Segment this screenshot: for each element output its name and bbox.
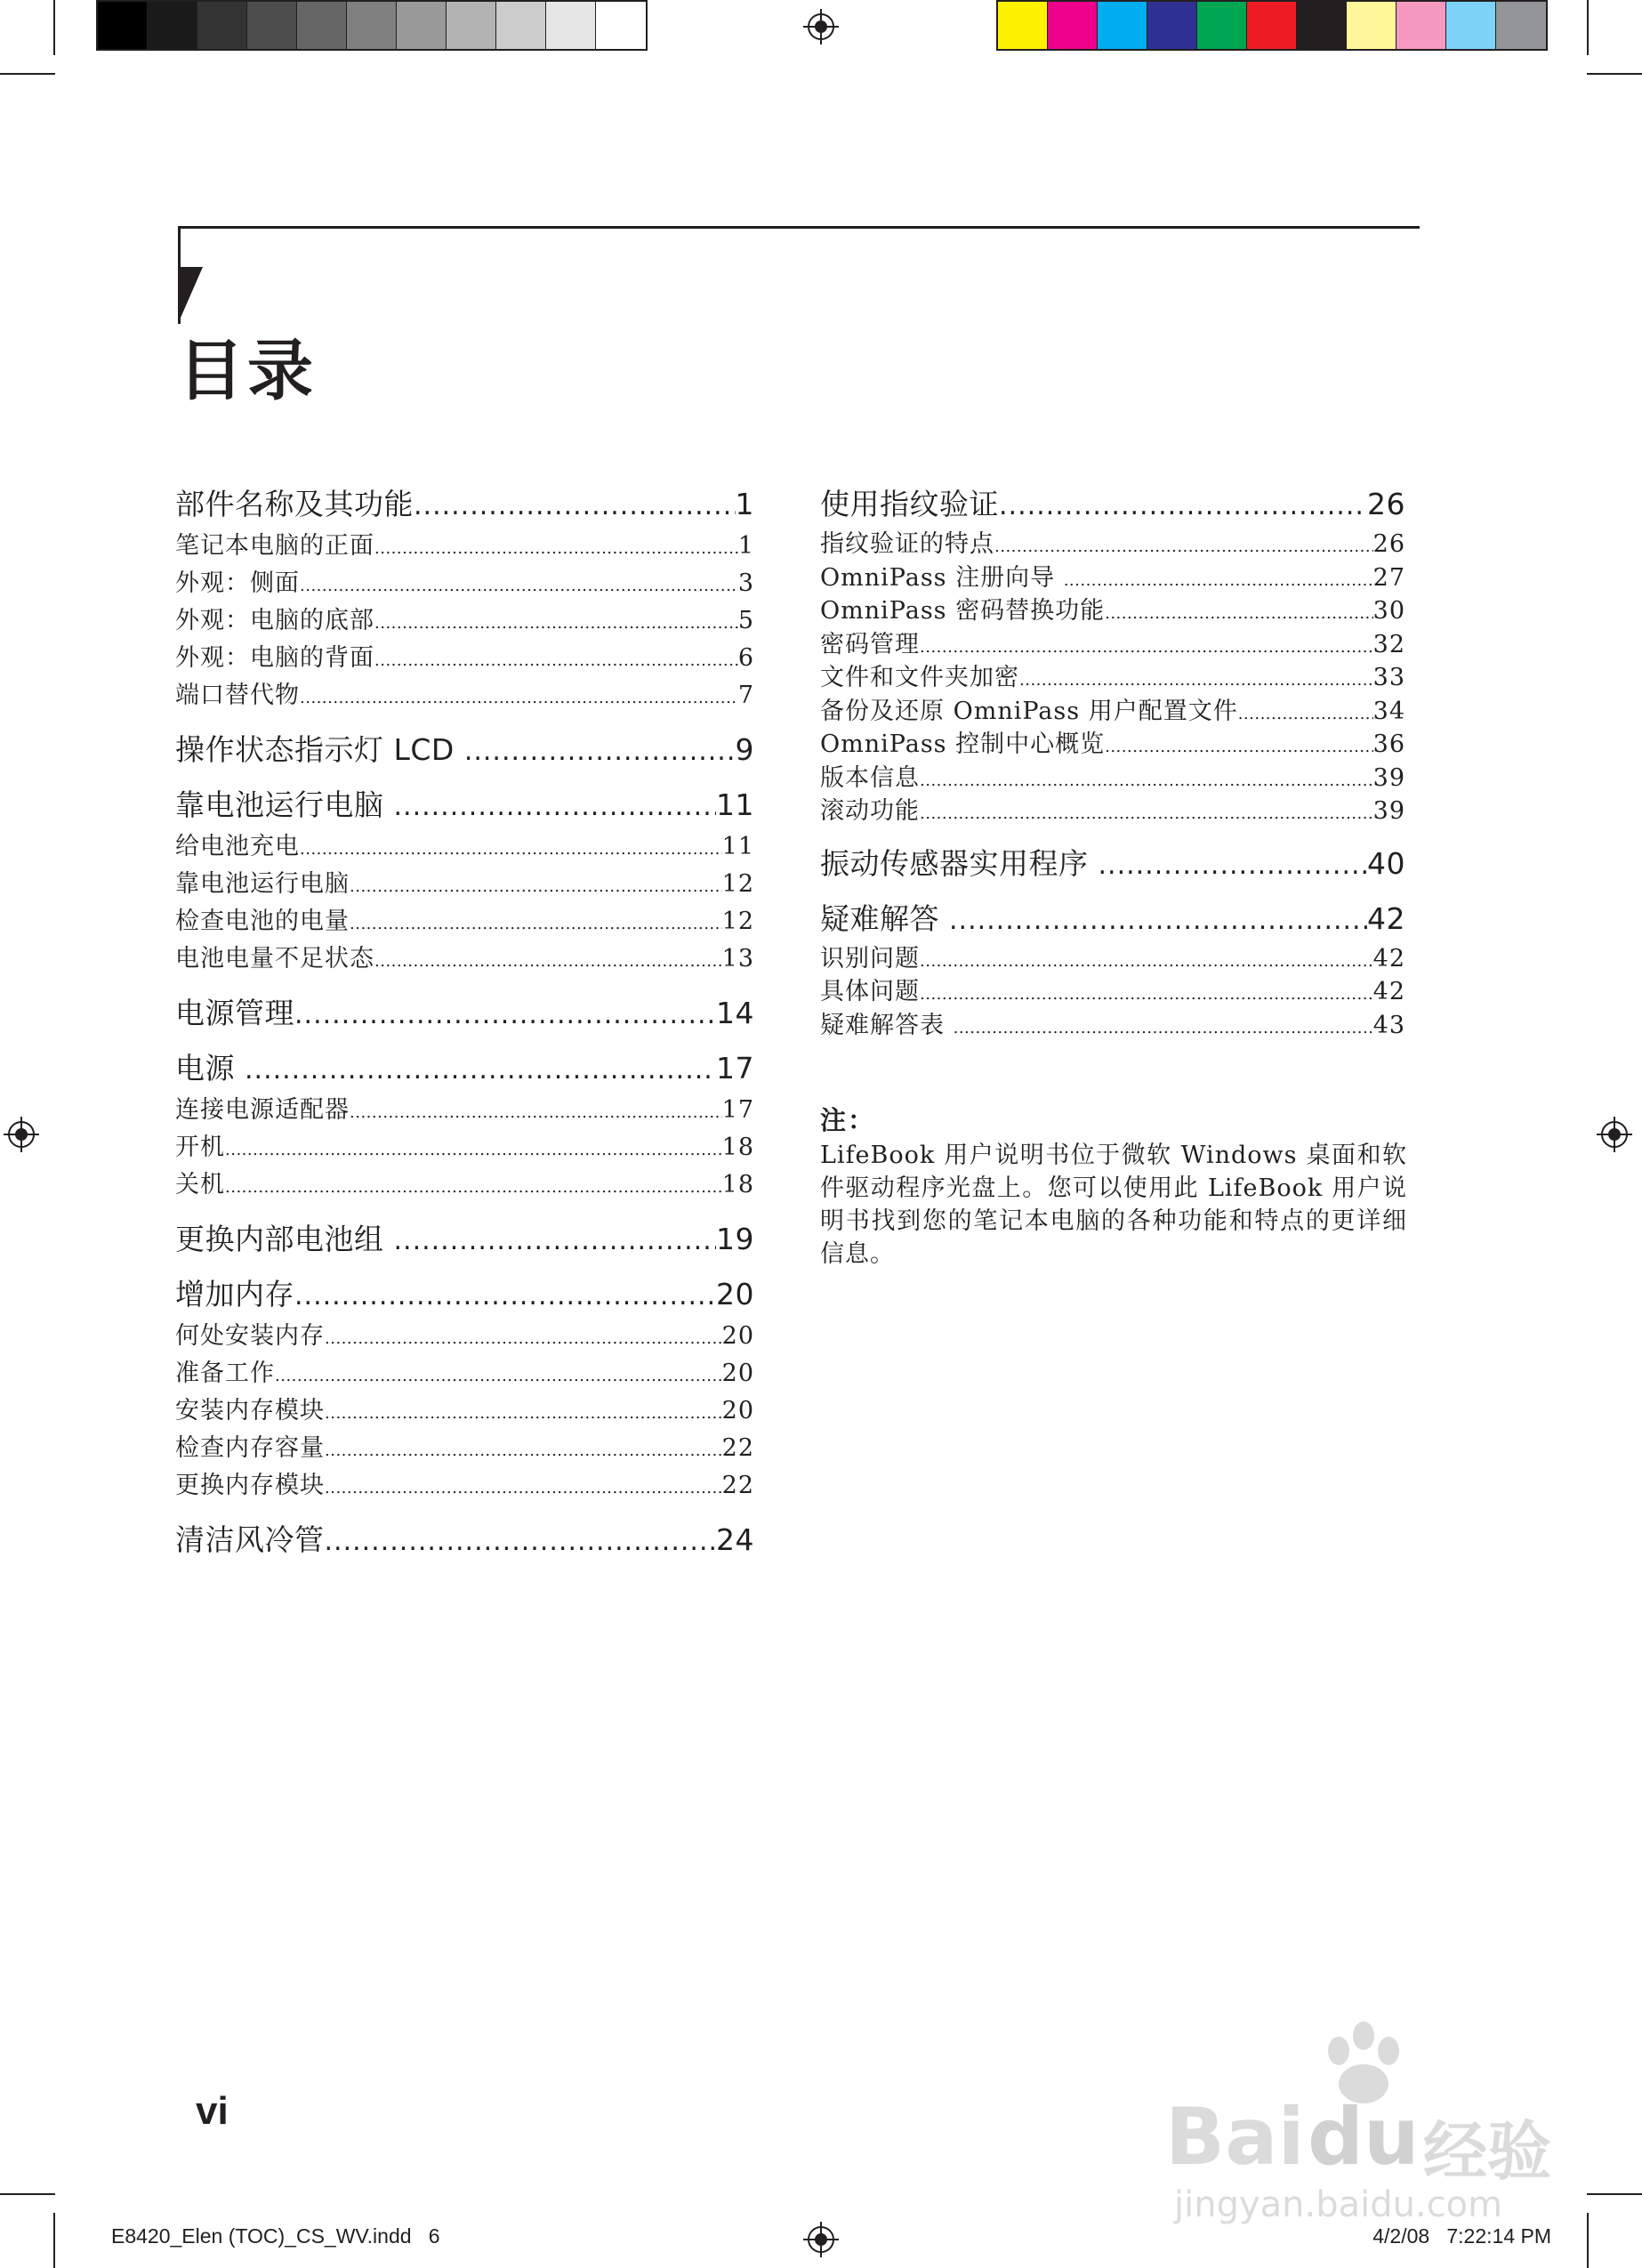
toc-section-entry[interactable] (175, 1220, 754, 1259)
toc-entry-label: 增加内存 (175, 1277, 294, 1312)
toc-leader-dots (300, 568, 738, 605)
calibration-swatch (496, 2, 546, 49)
toc-leader-dots (1064, 564, 1373, 598)
toc-section-entry[interactable] (820, 900, 1405, 939)
toc-entry-label: 滚动功能 (820, 797, 920, 825)
calibration-swatch (1446, 2, 1496, 49)
watermark-brand-cn: 经验 (1423, 2114, 1552, 2189)
calibration-swatch (1496, 2, 1546, 49)
toc-page-number: 22 (721, 1434, 754, 1462)
toc-leader-dots (325, 1433, 722, 1470)
toc-subentry[interactable] (175, 1467, 754, 1505)
toc-page-number: 11 (716, 787, 754, 822)
toc-page-number: 30 (1372, 597, 1405, 625)
toc-leader-dots (294, 1277, 716, 1316)
calibration-swatch (197, 2, 247, 49)
toc-subentry[interactable] (820, 1009, 1405, 1043)
toc-entry-label: 何处安装内存 (175, 1322, 325, 1350)
calibration-swatch (148, 2, 197, 49)
toc-section-entry[interactable] (175, 1049, 754, 1088)
toc-entry-label: 具体问题 (820, 978, 920, 1005)
page-number: vi (196, 2089, 229, 2133)
page-title: 目录 (178, 333, 317, 409)
watermark-brand: Bai (1165, 2091, 1305, 2183)
footer-file-slug: E8420_Elen (TOC)_CS_WV.indd 6 (111, 2224, 440, 2248)
toc-page-number: 20 (721, 1322, 754, 1350)
toc-leader-dots (350, 1094, 722, 1132)
registration-mark-icon (4, 1117, 39, 1152)
toc-leader-dots (294, 996, 716, 1035)
header-flag-icon (178, 267, 203, 324)
calibration-swatch (1147, 2, 1197, 49)
toc-page-number: 13 (721, 945, 754, 973)
toc-entry-label: 疑难解答表 (820, 1011, 954, 1039)
toc-page-number: 12 (721, 908, 754, 935)
toc-leader-dots (1105, 597, 1373, 631)
toc-section-entry[interactable] (175, 485, 754, 524)
toc-subentry[interactable] (820, 942, 1405, 976)
toc-entry-label: 关机 (175, 1171, 225, 1199)
toc-section-entry[interactable] (175, 786, 754, 825)
toc-entry-label: OmniPass 密码替换功能 (820, 597, 1106, 625)
toc-section-entry[interactable] (820, 485, 1405, 524)
toc-entry-label: 检查内存容量 (175, 1434, 325, 1462)
toc-leader-dots (325, 1522, 717, 1562)
toc-subentry[interactable] (820, 528, 1405, 561)
toc-entry-label: 识别问题 (820, 944, 920, 973)
toc-leader-dots (394, 787, 717, 827)
toc-subentry[interactable] (175, 677, 754, 714)
watermark-brand-du: du (1308, 2091, 1420, 2183)
toc-leader-dots (225, 1169, 722, 1207)
toc-page-number: 22 (721, 1472, 754, 1499)
toc-entry-label: 给电池充电 (175, 833, 300, 860)
toc-section-entry[interactable] (175, 730, 754, 770)
toc-leader-dots (464, 732, 736, 771)
toc-subentry[interactable] (820, 628, 1405, 662)
calibration-swatch (397, 2, 447, 49)
toc-leader-dots (920, 797, 1373, 831)
toc-page-number: 26 (1367, 487, 1405, 521)
header-rule (178, 226, 1420, 229)
calibration-swatch (1197, 2, 1247, 49)
calibration-swatch (1397, 2, 1446, 49)
registration-mark-icon (803, 9, 839, 44)
toc-subentry[interactable] (175, 828, 754, 866)
toc-leader-dots (325, 1395, 722, 1433)
toc-page-number: 7 (737, 682, 754, 709)
toc-page-number: 42 (1372, 978, 1405, 1005)
toc-subentry[interactable] (175, 1166, 754, 1204)
registration-mark-icon (1597, 1117, 1632, 1152)
toc-entry-label: 电池电量不足状态 (175, 945, 374, 973)
toc-leader-dots (1238, 698, 1373, 731)
toc-page-number: 27 (1372, 563, 1405, 592)
calibration-swatch (546, 2, 596, 49)
toc-entry-label: 外观：电脑的背面 (175, 644, 374, 672)
toc-subentry[interactable] (175, 1392, 754, 1430)
crop-mark (1587, 0, 1589, 55)
toc-entry-label: OmniPass 控制中心概览 (820, 730, 1106, 758)
toc-entry-label: 文件和文件夹加密 (820, 664, 1019, 691)
crop-mark (53, 0, 55, 55)
calibration-swatch (1048, 2, 1098, 49)
toc-leader-dots (325, 1320, 722, 1358)
calibration-swatch (347, 2, 397, 49)
toc-entry-label: 准备工作 (175, 1360, 275, 1387)
toc-leader-dots (374, 605, 738, 642)
toc-subentry[interactable] (175, 1355, 754, 1392)
toc-leader-dots (949, 901, 1367, 940)
note-text: LifeBook 用户说明书位于微软 Windows 桌面和软件驱动程序光盘上。您可以使用此 LifeBook 用户说明书找到您的笔记本电脑的各种功能和特点的更详细信息。 (820, 1142, 1407, 1268)
toc-entry-label: 密码管理 (820, 630, 920, 658)
toc-entry-label: 使用指纹验证 (820, 487, 999, 521)
crop-mark (0, 73, 55, 75)
toc-page-number: 34 (1372, 697, 1405, 725)
crop-mark (1587, 2213, 1589, 2268)
calibration-swatch (447, 2, 496, 49)
toc-page-number: 42 (1367, 900, 1405, 936)
footer-timestamp: 4/2/08 7:22:14 PM (1372, 2224, 1551, 2248)
toc-page-number: 9 (735, 732, 754, 767)
registration-mark-icon (803, 2222, 839, 2257)
toc-entry-label: 版本信息 (820, 763, 920, 792)
toc-leader-dots (1105, 730, 1373, 764)
toc-leader-dots (350, 906, 722, 943)
toc-subentry[interactable] (175, 528, 754, 565)
toc-leader-dots (275, 1358, 722, 1395)
toc-page-number: 14 (716, 996, 754, 1030)
toc-leader-dots (920, 631, 1373, 665)
toc-leader-dots (920, 978, 1373, 1012)
watermark-url: jingyan.baidu.com (1174, 2184, 1503, 2225)
toc-subentry[interactable] (175, 866, 754, 903)
toc-entry-label: 开机 (175, 1134, 225, 1161)
toc-leader-dots (920, 945, 1373, 979)
toc-page-number: 43 (1372, 1011, 1405, 1039)
calibration-swatch (1297, 2, 1347, 49)
toc-entry-label: 更换内存模块 (175, 1472, 325, 1499)
toc-entry-label: 操作状态指示灯 LCD (175, 732, 464, 767)
toc-entry-label: 外观：电脑的底部 (175, 607, 374, 634)
toc-section-entry[interactable] (175, 1275, 754, 1314)
toc-leader-dots (350, 868, 722, 906)
toc-page-number: 11 (721, 833, 754, 860)
toc-entry-label: 电源管理 (175, 996, 294, 1030)
toc-section-entry[interactable] (175, 994, 754, 1033)
toc-leader-dots (414, 487, 736, 526)
toc-subentry[interactable] (175, 565, 754, 602)
toc-entry-label: 振动传感器实用程序 (820, 845, 1099, 881)
toc-section-entry[interactable] (175, 1521, 754, 1560)
calibration-swatch (98, 2, 148, 49)
toc-entry-label: 靠电池运行电脑 (175, 787, 394, 822)
toc-page-number: 20 (721, 1360, 754, 1387)
toc-page-number: 18 (721, 1171, 754, 1199)
crop-mark (1587, 73, 1642, 75)
toc-subentry[interactable] (820, 661, 1405, 695)
toc-page-number: 39 (1372, 763, 1405, 792)
crop-mark (0, 2193, 55, 2195)
calibration-swatch (247, 2, 297, 49)
toc-page-number: 6 (737, 644, 754, 672)
toc-page-number: 12 (721, 870, 754, 898)
toc-subentry[interactable] (820, 728, 1405, 762)
calibration-swatch (1247, 2, 1297, 49)
toc-entry-label: 安装内存模块 (175, 1397, 325, 1425)
toc-leader-dots (374, 943, 722, 981)
toc-section-entry[interactable] (820, 844, 1405, 884)
toc-entry-label: 检查电池的电量 (175, 908, 350, 935)
toc-page-number: 20 (721, 1397, 754, 1425)
toc-leader-dots (300, 831, 722, 868)
crop-mark (1587, 2193, 1642, 2195)
toc-entry-label: 部件名称及其功能 (175, 487, 414, 521)
toc-page-number: 40 (1367, 845, 1405, 881)
toc-page-number: 33 (1372, 664, 1405, 691)
toc-subentry[interactable] (175, 1129, 754, 1166)
calibration-swatch (1347, 2, 1397, 49)
toc-subentry[interactable] (820, 695, 1405, 729)
color-calibration-bar (996, 0, 1548, 51)
toc-subentry[interactable] (175, 903, 754, 940)
toc-page-number: 20 (716, 1277, 754, 1312)
toc-page-number: 17 (721, 1096, 754, 1124)
toc-entry-label: 笔记本电脑的正面 (175, 532, 374, 560)
note-title: 注： (820, 1105, 876, 1135)
toc-entry-label: 备份及还原 OmniPass 用户配置文件 (820, 697, 1238, 725)
toc-subentry[interactable] (175, 1430, 754, 1467)
calibration-swatch (297, 2, 347, 49)
toc-page-number: 1 (737, 532, 754, 560)
toc-subentry[interactable] (175, 1092, 754, 1129)
toc-leader-dots (374, 642, 738, 680)
toc-leader-dots (225, 1132, 722, 1169)
toc-page-number: 24 (716, 1522, 754, 1557)
toc-subentry[interactable] (175, 640, 754, 677)
toc-page-number: 19 (716, 1222, 754, 1256)
toc-page-number: 1 (735, 487, 754, 521)
toc-leader-dots (394, 1222, 717, 1261)
calibration-swatch (1098, 2, 1147, 49)
gray-calibration-bar (96, 0, 648, 51)
toc-entry-label: 外观：侧面 (175, 569, 300, 597)
toc-leader-dots (994, 530, 1373, 564)
toc-page-number: 42 (1372, 944, 1405, 973)
toc-subentry[interactable] (175, 602, 754, 640)
toc-entry-label: 靠电池运行电脑 (175, 870, 350, 898)
toc-leader-dots (325, 1470, 722, 1507)
toc-leader-dots (245, 1051, 716, 1090)
baidu-watermark (1156, 2020, 1574, 2224)
toc-entry-label: 更换内部电池组 (175, 1222, 394, 1256)
toc-page-number: 26 (1372, 530, 1405, 558)
toc-page-number: 3 (737, 569, 754, 597)
toc-subentry[interactable] (175, 940, 754, 978)
toc-entry-label: 连接电源适配器 (175, 1096, 350, 1124)
toc-subentry[interactable] (820, 975, 1405, 1009)
calibration-swatch (998, 2, 1048, 49)
toc-leader-dots (374, 530, 738, 568)
toc-entry-label: OmniPass 注册向导 (820, 563, 1064, 592)
toc-leader-dots (1099, 846, 1368, 885)
toc-left-column (175, 485, 754, 1560)
toc-page-number: 32 (1372, 630, 1405, 658)
toc-subentry[interactable] (820, 594, 1405, 628)
toc-subentry[interactable] (820, 561, 1405, 595)
toc-entry-label: 电源 (175, 1051, 245, 1086)
toc-page-number: 39 (1372, 797, 1405, 825)
toc-page-number: 36 (1372, 730, 1405, 758)
toc-subentry[interactable] (175, 1318, 754, 1355)
toc-entry-label: 疑难解答 (820, 900, 949, 936)
toc-leader-dots (300, 680, 738, 717)
crop-mark (53, 2213, 55, 2268)
toc-page-number: 18 (721, 1134, 754, 1161)
toc-leader-dots (954, 1012, 1373, 1045)
toc-subentry[interactable] (820, 762, 1405, 795)
toc-subentry[interactable] (820, 795, 1405, 828)
toc-entry-label: 清洁风冷管 (175, 1522, 325, 1557)
calibration-swatch (596, 2, 646, 49)
toc-leader-dots (920, 764, 1373, 798)
toc-page-number: 5 (737, 607, 754, 634)
toc-leader-dots (1019, 664, 1373, 698)
toc-leader-dots (999, 487, 1367, 526)
toc-page-number: 17 (716, 1051, 754, 1086)
toc-entry-label: 指纹验证的特点 (820, 530, 994, 558)
toc-entry-label: 端口替代物 (175, 682, 300, 709)
toc-right-column (820, 485, 1405, 1042)
